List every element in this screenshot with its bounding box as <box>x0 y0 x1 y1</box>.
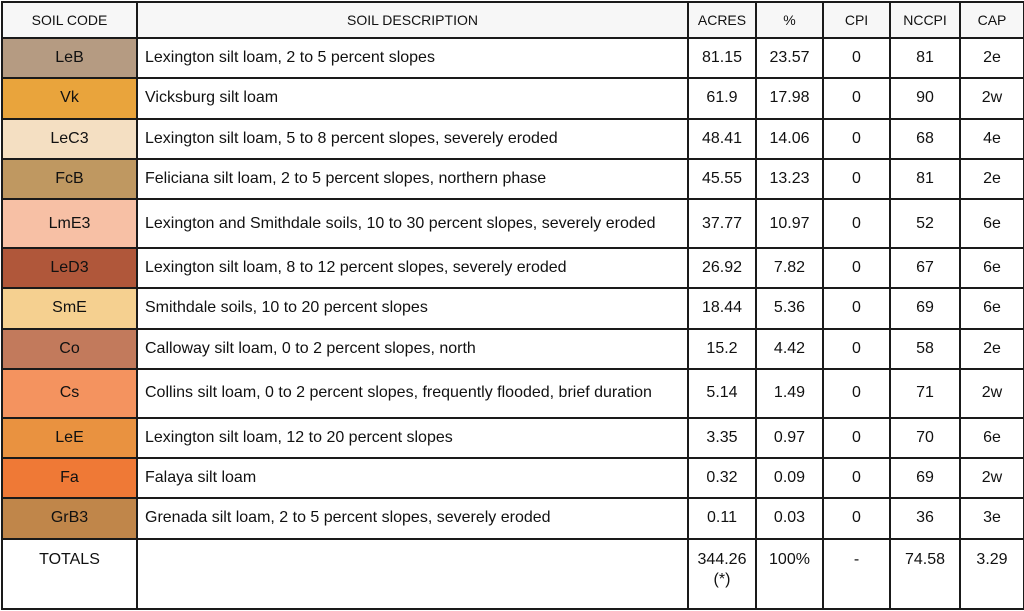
table-row <box>2 159 1024 199</box>
acres-cell: 15.2 <box>688 329 756 369</box>
totals-acres: 344.26(*) <box>688 539 756 610</box>
soil-description-cell: Lexington silt loam, 2 to 5 percent slopes <box>137 38 688 78</box>
percent-cell: 7.82 <box>756 248 823 288</box>
acres-cell: 18.44 <box>688 288 756 328</box>
table-row <box>2 329 1024 369</box>
table-row <box>2 458 1024 498</box>
percent-cell: 5.36 <box>756 288 823 328</box>
cpi-cell: 0 <box>823 78 890 118</box>
totals-cpi: - <box>823 539 890 610</box>
table-row <box>2 288 1024 328</box>
soil-code-cell: LeE <box>2 418 137 458</box>
acres-cell: 61.9 <box>688 78 756 118</box>
nccpi-cell: 58 <box>890 329 960 369</box>
cap-cell: 6e <box>960 288 1024 328</box>
cap-cell: 2e <box>960 38 1024 78</box>
cap-cell: 2e <box>960 159 1024 199</box>
header-cap: CAP <box>960 2 1024 38</box>
soil-description-cell: Falaya silt loam <box>137 458 688 498</box>
header-cpi: CPI <box>823 2 890 38</box>
soil-description-cell: Calloway silt loam, 0 to 2 percent slopes, north <box>137 329 688 369</box>
percent-cell: 1.49 <box>756 369 823 418</box>
soil-description-cell: Lexington and Smithdale soils, 10 to 30 percent slopes, severely eroded <box>137 199 688 248</box>
cap-cell: 4e <box>960 119 1024 159</box>
soil-description-cell: Vicksburg silt loam <box>137 78 688 118</box>
cpi-cell: 0 <box>823 199 890 248</box>
acres-cell: 26.92 <box>688 248 756 288</box>
cpi-cell: 0 <box>823 119 890 159</box>
percent-cell: 14.06 <box>756 119 823 159</box>
nccpi-cell: 90 <box>890 78 960 118</box>
soil-code-cell: LeD3 <box>2 248 137 288</box>
cap-cell: 2w <box>960 458 1024 498</box>
cpi-cell: 0 <box>823 248 890 288</box>
nccpi-cell: 68 <box>890 119 960 159</box>
table-row <box>2 418 1024 458</box>
cpi-cell: 0 <box>823 458 890 498</box>
cap-cell: 2w <box>960 78 1024 118</box>
nccpi-cell: 36 <box>890 498 960 538</box>
percent-cell: 13.23 <box>756 159 823 199</box>
cap-cell: 2e <box>960 329 1024 369</box>
acres-cell: 0.11 <box>688 498 756 538</box>
nccpi-cell: 71 <box>890 369 960 418</box>
acres-cell: 48.41 <box>688 119 756 159</box>
soil-description-cell: Feliciana silt loam, 2 to 5 percent slopes, northern phase <box>137 159 688 199</box>
header-soil-description: SOIL DESCRIPTION <box>137 2 688 38</box>
percent-cell: 17.98 <box>756 78 823 118</box>
table-row <box>2 38 1024 78</box>
table-row <box>2 119 1024 159</box>
acres-cell: 37.77 <box>688 199 756 248</box>
soil-table <box>1 1 1024 610</box>
cap-cell: 2w <box>960 369 1024 418</box>
header-percent: % <box>756 2 823 38</box>
soil-description-cell: Grenada silt loam, 2 to 5 percent slopes, severely eroded <box>137 498 688 538</box>
nccpi-cell: 52 <box>890 199 960 248</box>
table-row <box>2 369 1024 418</box>
percent-cell: 0.09 <box>756 458 823 498</box>
nccpi-cell: 70 <box>890 418 960 458</box>
nccpi-cell: 69 <box>890 458 960 498</box>
acres-cell: 3.35 <box>688 418 756 458</box>
soil-code-cell: Vk <box>2 78 137 118</box>
percent-cell: 0.03 <box>756 498 823 538</box>
cpi-cell: 0 <box>823 369 890 418</box>
acres-cell: 0.32 <box>688 458 756 498</box>
cap-cell: 6e <box>960 199 1024 248</box>
percent-cell: 23.57 <box>756 38 823 78</box>
header-row <box>2 2 1024 38</box>
header-soil-code: SOIL CODE <box>2 2 137 38</box>
soil-description-cell: Smithdale soils, 10 to 20 percent slopes <box>137 288 688 328</box>
soil-code-cell: FcB <box>2 159 137 199</box>
soil-code-cell: SmE <box>2 288 137 328</box>
acres-cell: 45.55 <box>688 159 756 199</box>
totals-description-cell <box>137 539 688 610</box>
soil-code-cell: Fa <box>2 458 137 498</box>
nccpi-cell: 69 <box>890 288 960 328</box>
percent-cell: 4.42 <box>756 329 823 369</box>
percent-cell: 0.97 <box>756 418 823 458</box>
cpi-cell: 0 <box>823 288 890 328</box>
soil-code-cell: LmE3 <box>2 199 137 248</box>
header-acres: ACRES <box>688 2 756 38</box>
soil-code-cell: GrB3 <box>2 498 137 538</box>
soil-code-cell: Cs <box>2 369 137 418</box>
totals-cap: 3.29 <box>960 539 1024 610</box>
soil-description-cell: Lexington silt loam, 5 to 8 percent slopes, severely eroded <box>137 119 688 159</box>
cap-cell: 6e <box>960 418 1024 458</box>
percent-cell: 10.97 <box>756 199 823 248</box>
soil-code-cell: LeC3 <box>2 119 137 159</box>
table-row <box>2 78 1024 118</box>
cpi-cell: 0 <box>823 38 890 78</box>
nccpi-cell: 81 <box>890 159 960 199</box>
nccpi-cell: 81 <box>890 38 960 78</box>
table-row <box>2 248 1024 288</box>
cpi-cell: 0 <box>823 498 890 538</box>
totals-nccpi: 74.58 <box>890 539 960 610</box>
totals-percent: 100% <box>756 539 823 610</box>
soil-code-cell: Co <box>2 329 137 369</box>
header-nccpi: NCCPI <box>890 2 960 38</box>
soil-description-cell: Lexington silt loam, 8 to 12 percent slopes, severely eroded <box>137 248 688 288</box>
cpi-cell: 0 <box>823 418 890 458</box>
nccpi-cell: 67 <box>890 248 960 288</box>
acres-cell: 81.15 <box>688 38 756 78</box>
cpi-cell: 0 <box>823 329 890 369</box>
soil-code-cell: LeB <box>2 38 137 78</box>
cpi-cell: 0 <box>823 159 890 199</box>
soil-description-cell: Lexington silt loam, 12 to 20 percent slopes <box>137 418 688 458</box>
totals-row <box>2 539 1024 610</box>
table-row <box>2 498 1024 538</box>
acres-cell: 5.14 <box>688 369 756 418</box>
soil-description-cell: Collins silt loam, 0 to 2 percent slopes, frequently flooded, brief duration <box>137 369 688 418</box>
cap-cell: 3e <box>960 498 1024 538</box>
table-row <box>2 199 1024 248</box>
totals-label: TOTALS <box>2 539 137 610</box>
cap-cell: 6e <box>960 248 1024 288</box>
